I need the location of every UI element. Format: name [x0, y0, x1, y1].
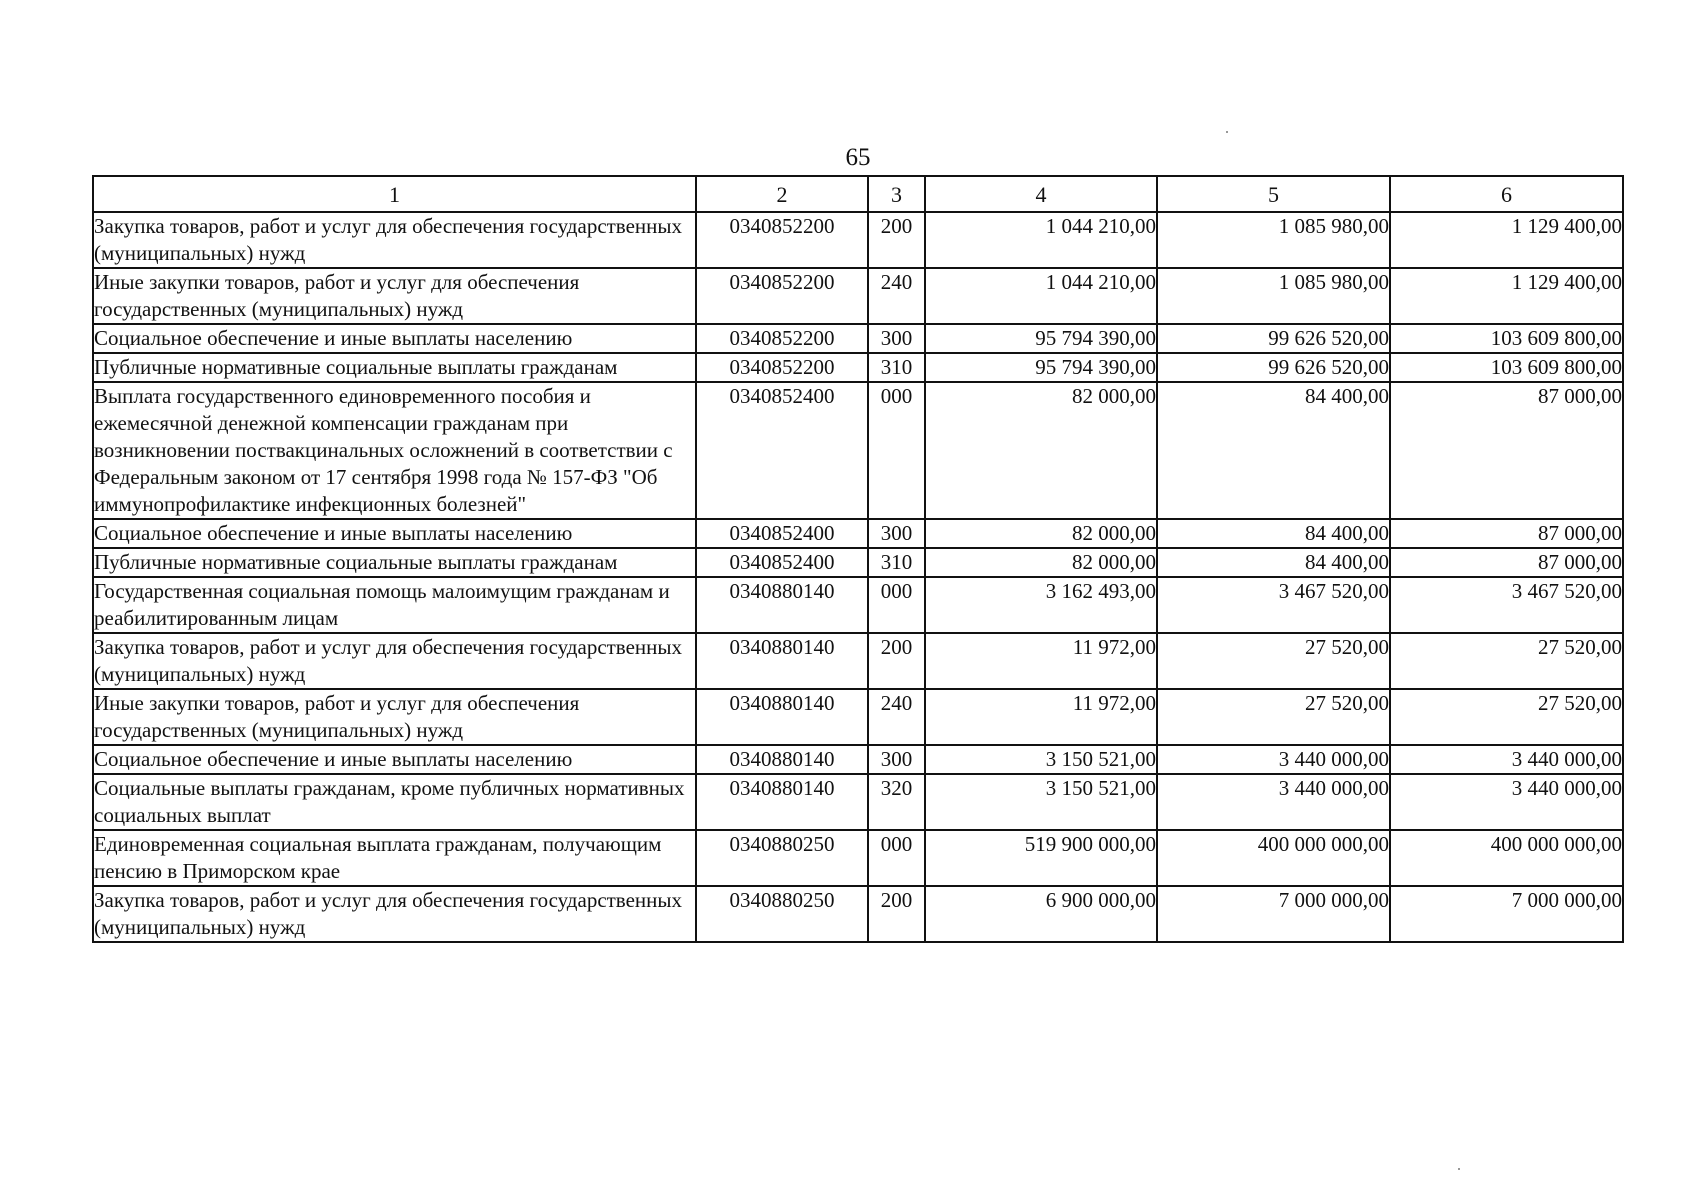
table-row	[93, 886, 1623, 942]
expense-type: 310	[868, 548, 925, 577]
table-row	[93, 212, 1623, 268]
column-header-5: 5	[1157, 176, 1390, 212]
amount-col-6: 103 609 800,00	[1390, 324, 1623, 353]
expense-type: 300	[868, 324, 925, 353]
expense-type: 000	[868, 830, 925, 886]
item-name: Закупка товаров, работ и услуг для обеспечения государственных (муниципальных) нужд	[93, 886, 696, 942]
amount-col-5: 99 626 520,00	[1157, 324, 1390, 353]
amount-col-6: 1 129 400,00	[1390, 268, 1623, 324]
table-row	[93, 382, 1623, 519]
item-name: Иные закупки товаров, работ и услуг для обеспечения государственных (муниципальных) нужд	[93, 689, 696, 745]
column-header-4: 4	[925, 176, 1157, 212]
column-header-2: 2	[696, 176, 868, 212]
amount-col-6: 87 000,00	[1390, 382, 1623, 519]
item-name: Закупка товаров, работ и услуг для обеспечения государственных (муниципальных) нужд	[93, 633, 696, 689]
amount-col-6: 3 467 520,00	[1390, 577, 1623, 633]
table-row	[93, 689, 1623, 745]
expense-type: 300	[868, 519, 925, 548]
target-code: 0340880250	[696, 886, 868, 942]
item-name: Социальные выплаты гражданам, кроме публичных нормативных социальных выплат	[93, 774, 696, 830]
item-name: Публичные нормативные социальные выплаты гражданам	[93, 548, 696, 577]
table-row	[93, 353, 1623, 382]
target-code: 0340852400	[696, 382, 868, 519]
amount-col-4: 1 044 210,00	[925, 212, 1157, 268]
amount-col-4: 11 972,00	[925, 633, 1157, 689]
amount-col-6: 3 440 000,00	[1390, 745, 1623, 774]
amount-col-4: 95 794 390,00	[925, 324, 1157, 353]
expense-type: 000	[868, 577, 925, 633]
amount-col-4: 3 150 521,00	[925, 774, 1157, 830]
amount-col-5: 27 520,00	[1157, 689, 1390, 745]
table-row	[93, 268, 1623, 324]
amount-col-4: 1 044 210,00	[925, 268, 1157, 324]
target-code: 0340880140	[696, 745, 868, 774]
item-name: Закупка товаров, работ и услуг для обеспечения государственных (муниципальных) нужд	[93, 212, 696, 268]
amount-col-6: 400 000 000,00	[1390, 830, 1623, 886]
table-row	[93, 324, 1623, 353]
scan-speck	[1458, 1168, 1460, 1170]
amount-col-5: 7 000 000,00	[1157, 886, 1390, 942]
amount-col-4: 3 162 493,00	[925, 577, 1157, 633]
column-header-6: 6	[1390, 176, 1623, 212]
table-row	[93, 830, 1623, 886]
item-name: Социальное обеспечение и иные выплаты населению	[93, 745, 696, 774]
target-code: 0340852400	[696, 519, 868, 548]
amount-col-5: 84 400,00	[1157, 548, 1390, 577]
item-name: Выплата государственного единовременного пособия и ежемесячной денежной компенсации гражданам при возникновении поствакцинальных осложнений в соответствии с Федеральным законом от 17 сентября 1998 года № 157-ФЗ "Об иммунопрофилактике инфекционных болезней"	[93, 382, 696, 519]
item-name: Единовременная социальная выплата гражданам, получающим пенсию в Приморском крае	[93, 830, 696, 886]
target-code: 0340852200	[696, 268, 868, 324]
target-code: 0340852400	[696, 548, 868, 577]
table-row	[93, 745, 1623, 774]
amount-col-5: 1 085 980,00	[1157, 212, 1390, 268]
table-row	[93, 774, 1623, 830]
amount-col-5: 400 000 000,00	[1157, 830, 1390, 886]
table-row	[93, 548, 1623, 577]
amount-col-5: 84 400,00	[1157, 382, 1390, 519]
item-name: Публичные нормативные социальные выплаты гражданам	[93, 353, 696, 382]
target-code: 0340852200	[696, 353, 868, 382]
budget-table	[92, 175, 1624, 943]
amount-col-5: 3 467 520,00	[1157, 577, 1390, 633]
amount-col-6: 1 129 400,00	[1390, 212, 1623, 268]
expense-type: 000	[868, 382, 925, 519]
amount-col-6: 27 520,00	[1390, 633, 1623, 689]
target-code: 0340880250	[696, 830, 868, 886]
amount-col-4: 82 000,00	[925, 548, 1157, 577]
amount-col-4: 82 000,00	[925, 382, 1157, 519]
amount-col-5: 99 626 520,00	[1157, 353, 1390, 382]
amount-col-5: 3 440 000,00	[1157, 745, 1390, 774]
expense-type: 200	[868, 886, 925, 942]
target-code: 0340852200	[696, 324, 868, 353]
page-number: 65	[845, 144, 871, 171]
amount-col-5: 1 085 980,00	[1157, 268, 1390, 324]
target-code: 0340880140	[696, 633, 868, 689]
expense-type: 200	[868, 212, 925, 268]
expense-type: 240	[868, 689, 925, 745]
amount-col-4: 3 150 521,00	[925, 745, 1157, 774]
amount-col-5: 84 400,00	[1157, 519, 1390, 548]
target-code: 0340880140	[696, 774, 868, 830]
amount-col-4: 95 794 390,00	[925, 353, 1157, 382]
expense-type: 320	[868, 774, 925, 830]
expense-type: 300	[868, 745, 925, 774]
table-row	[93, 519, 1623, 548]
target-code: 0340852200	[696, 212, 868, 268]
amount-col-6: 103 609 800,00	[1390, 353, 1623, 382]
amount-col-4: 6 900 000,00	[925, 886, 1157, 942]
amount-col-4: 11 972,00	[925, 689, 1157, 745]
amount-col-6: 87 000,00	[1390, 519, 1623, 548]
expense-type: 310	[868, 353, 925, 382]
item-name: Социальное обеспечение и иные выплаты населению	[93, 324, 696, 353]
target-code: 0340880140	[696, 689, 868, 745]
amount-col-6: 3 440 000,00	[1390, 774, 1623, 830]
item-name: Государственная социальная помощь малоимущим гражданам и реабилитированным лицам	[93, 577, 696, 633]
expense-type: 240	[868, 268, 925, 324]
target-code: 0340880140	[696, 577, 868, 633]
table-row	[93, 577, 1623, 633]
scan-speck	[1226, 131, 1228, 133]
column-header-3: 3	[868, 176, 925, 212]
amount-col-5: 27 520,00	[1157, 633, 1390, 689]
expense-type: 200	[868, 633, 925, 689]
item-name: Иные закупки товаров, работ и услуг для обеспечения государственных (муниципальных) нужд	[93, 268, 696, 324]
amount-col-4: 82 000,00	[925, 519, 1157, 548]
amount-col-6: 27 520,00	[1390, 689, 1623, 745]
table-body	[93, 212, 1623, 942]
table-header-row	[93, 176, 1623, 212]
item-name: Социальное обеспечение и иные выплаты населению	[93, 519, 696, 548]
amount-col-6: 7 000 000,00	[1390, 886, 1623, 942]
amount-col-5: 3 440 000,00	[1157, 774, 1390, 830]
column-header-1: 1	[93, 176, 696, 212]
amount-col-4: 519 900 000,00	[925, 830, 1157, 886]
amount-col-6: 87 000,00	[1390, 548, 1623, 577]
table-row	[93, 633, 1623, 689]
